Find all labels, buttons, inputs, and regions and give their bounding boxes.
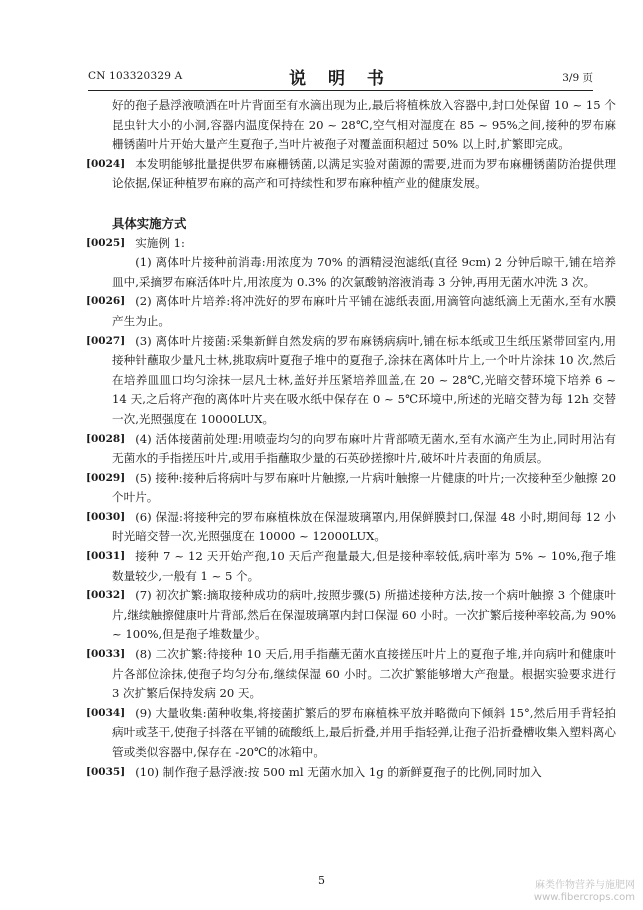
paragraph-number: [0031] [86, 550, 126, 563]
paragraph-0030 [86, 508, 616, 547]
paragraph-0029 [86, 469, 616, 508]
paragraph-text: (3) 离体叶片接菌:采集新鲜自然发病的罗布麻锈病病叶,铺在标本纸或卫生纸压紧带回室内,用接种针蘸取少量凡士林,挑取病叶夏孢子堆中的夏孢子,涂抹在离体叶片上,一个叶片涂抹 10 次,然后在培养皿皿口均匀涂抹一层凡士林,盖好并压紧培养皿盖,在 20 ~ 28℃,光暗交替环境下培养 6 ~ 14 天,之后将产孢的离体叶片夹在吸水纸中保存在 0 ~ 5℃环境中,所述的光暗交替为每 12h 交替一次,光照强度在 10000LUX。 [112, 333, 616, 426]
paragraph-number: [0027] [86, 334, 126, 347]
page-indicator: 3/9 页 [562, 72, 593, 84]
paragraph-0026 [86, 292, 616, 331]
paragraph-text: (9) 大量收集:菌种收集,将接菌扩繁后的罗布麻植株平放并略微向下倾斜 15°,然后用手背轻拍病叶或茎干,使孢子抖落在平铺的硫酸纸上,最后折叠,并用手指轻弹,让孢子沿折叠槽收集入塑料离心管或类似容器中,保存在 -20℃的冰箱中。 [112, 705, 616, 759]
watermark-site-name: 麻类作物营养与施肥网 [535, 880, 635, 891]
paragraph-0035 [86, 763, 616, 783]
paragraph-number: [0029] [86, 471, 126, 484]
paragraph-number: [0030] [86, 510, 126, 523]
watermark-url: www.fibercrops.com [533, 892, 635, 903]
paragraph-0024 [86, 155, 616, 194]
paragraph-0031 [86, 547, 616, 586]
paragraph-0033 [86, 645, 616, 704]
paragraph-number: [0026] [86, 295, 126, 308]
paragraph-text: 好的孢子悬浮液喷洒在叶片背面至有水滴出现为止,最后将植株放入容器中,封口处保留 10 ~ 15 个昆虫针大小的小洞,容器内温度保持在 20 ~ 28℃,空气相对湿度在 85 ~ 95%之间,接种的罗布麻栅锈菌叶片开始大量产生夏孢子,当叶片被孢子对覆盖面积超过 50% 以上时,扩繁即完成。 [112, 98, 616, 152]
page-number: 5 [318, 874, 325, 887]
paragraph-text: (2) 离体叶片培养:将冲洗好的罗布麻叶片平铺在滤纸表面,用滴管向滤纸滴上无菌水,至有水膜产生为止。 [112, 294, 616, 328]
paragraph-number: [0032] [86, 589, 126, 602]
site-watermark [534, 880, 635, 904]
paragraph-text: 接种 7 ~ 12 天开始产孢,10 天后产孢量最大,但是接种率较低,病叶率为 5% ~ 10%,孢子堆数量较少,一般有 1 ~ 5 个。 [112, 549, 616, 583]
paragraph-text: (10) 制作孢子悬浮液:按 500 ml 无菌水加入 1g 的新鲜夏孢子的比例,同时加入 [135, 764, 542, 779]
paragraph-text: (6) 保湿:将接种完的罗布麻植株放在保湿玻璃罩内,用保鲜膜封口,保湿 48 小时,期间每 12 小时光暗交替一次,光照强度在 10000 ~ 12000LUX。 [112, 509, 616, 544]
paragraph-text: (8) 二次扩繁:待接种 10 天后,用手指蘸无菌水直接搓压叶片上的夏孢子堆,并向病叶和健康叶片各部位涂抹,使孢子均匀分布,继续保湿 60 小时。二次扩繁能够增大产孢量。根据实验要求进行 3 次扩繁后保持发病 20 天。 [112, 647, 616, 701]
paragraph-0027 [86, 332, 616, 430]
document-type-title: 说 明 书 [289, 69, 392, 89]
paragraph-number: [0028] [86, 432, 126, 445]
paragraph-0034 [86, 704, 616, 763]
patent-number: CN 103320329 A [88, 70, 183, 82]
paragraph-0025 [86, 234, 616, 254]
paragraph-0032 [86, 586, 616, 645]
paragraph-number: [0034] [86, 706, 126, 719]
paragraph-number: [0025] [86, 236, 126, 249]
section-heading [112, 214, 616, 234]
paragraph-step-1 [112, 253, 616, 292]
paragraph-number: [0033] [86, 648, 126, 661]
paragraph-number: [0035] [86, 765, 126, 778]
paragraph-text: (5) 接种:接种后将病叶与罗布麻叶片触擦,一片病叶触擦一片健康的叶片;一次接种至少触擦 20 个叶片。 [112, 470, 616, 505]
document-body [86, 96, 616, 782]
paragraph-text: (4) 活体接菌前处理:用喷壶均匀的向罗布麻叶片背部喷无菌水,至有水滴产生为止,同时用沾有无菌水的手指搓压叶片,或用手指蘸取少量的石英砂搓擦叶片,破坏叶片表面的角质层。 [112, 431, 616, 466]
paragraph-0028 [86, 430, 616, 469]
paragraph-text: 实施例 1: [135, 235, 185, 250]
paragraph-continuation [112, 96, 616, 155]
paragraph-number: [0024] [86, 157, 126, 170]
paragraph-text: (7) 初次扩繁:摘取接种成功的病叶,按照步骤(5) 所描述接种方法,按一个病叶触擦 3 个健康叶片,继续触擦健康叶片背部,然后在保湿玻璃罩内封口保湿 60 小时。一次扩繁后接种率较高,为 90% ~ 100%,但是孢子堆数量少。 [112, 588, 616, 642]
paragraph-text: 本发明能够批量提供罗布麻栅锈菌,以满足实验对菌源的需要,进而为罗布麻栅锈菌防治提供理论依据,保证种植罗布麻的高产和可持续性和罗布麻种植产业的健康发展。 [112, 156, 616, 191]
section-title: 具体实施方式 [112, 215, 187, 231]
paragraph-text: (1) 离体叶片接种前消毒:用浓度为 70% 的酒精浸泡滤纸(直径 9cm) 2 分钟后晾干,铺在培养皿中,采摘罗布麻活体叶片,用浓度为 0.3% 的次氯酸钠溶液消毒 3 分钟,再用无菌水冲洗 3 次。 [112, 255, 616, 289]
page-header [88, 64, 593, 91]
